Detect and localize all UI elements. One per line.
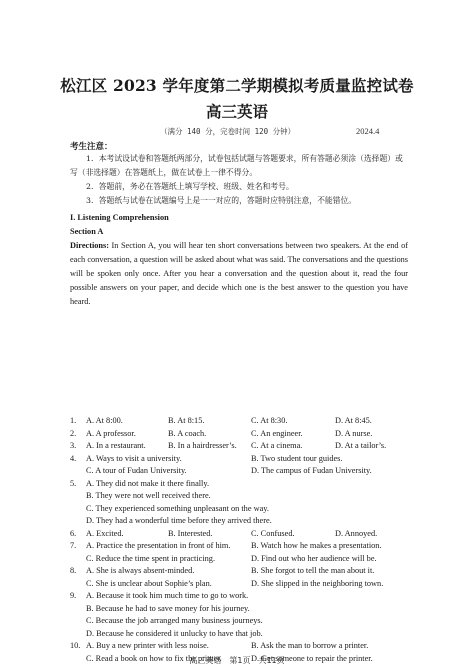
notice-heading: 考生注意： <box>70 142 113 152</box>
option-a: A. Practice the presentation in front of him. <box>86 541 231 550</box>
option-a: A. Excited. <box>86 528 124 538</box>
option-a: A. They did not make it there finally. <box>86 478 210 488</box>
option-b: B. They were not well received there. <box>86 491 211 500</box>
page-title: 松江区 2023 学年度第二学期模拟考质量监控试卷 <box>60 76 414 95</box>
question-number: 10. <box>70 641 81 650</box>
option-b: B. In a hairdresser’s. <box>168 441 237 450</box>
page-footer: 高三英语 第1页 共11页 <box>189 656 285 665</box>
directions-text: In Section A, you will hear ten short conversations between two speakers. At the end of each conversation, a question will be asked about what was said. The conversations and the questions will be spoken only once. After you hear a conversation and the question about it, read the four possible answers on your paper, and decide which one is the best answer to the question you have heard. <box>70 241 408 307</box>
notice-item-3: 3．答题纸与试卷在试题编号上是一一对应的，答题时应特别注意，不能错位。 <box>86 196 357 205</box>
option-c: C. At 8:30. <box>251 416 288 425</box>
notice-item-1: 1．本考试设试卷和答题纸两部分，试卷包括试题与答题要求，所有答题必须涂（选择题）或写（非选择题）在答题纸上，做在试卷上一律不得分。 <box>70 154 403 177</box>
option-c: C. At a cinema. <box>251 441 303 450</box>
question-number: 2. <box>70 428 77 438</box>
option-d: D. At 8:45. <box>335 416 372 425</box>
option-b: B. Because he had to save money for his journey. <box>86 603 250 613</box>
option-b: B. Interested. <box>168 528 213 538</box>
option-b: B. She forgot to tell the man about it. <box>251 566 375 575</box>
option-a: A. At 8:00. <box>86 416 123 425</box>
option-a: A. Buy a new printer with less noise. <box>86 641 209 650</box>
question-number: 6. <box>70 528 77 538</box>
option-d: D. Get someone to repair the printer. <box>251 653 373 663</box>
page-subtitle: 高三英语 <box>205 102 268 121</box>
question-number: 8. <box>70 566 77 575</box>
question-number: 7. <box>70 541 77 550</box>
option-b: B. A coach. <box>168 428 207 438</box>
directions <box>70 239 408 309</box>
option-d: D. They had a wonderful time before they arrived there. <box>86 516 272 525</box>
section-heading: Section A <box>70 227 104 236</box>
option-c: C. They experienced something unpleasant on the way. <box>86 503 269 513</box>
option-d: D. At a tailor’s. <box>335 441 387 450</box>
option-c: C. Reduce the time spent in practicing. <box>86 553 216 563</box>
option-d: D. A nurse. <box>335 428 373 438</box>
option-a: A. Because it took him much time to go to work. <box>86 591 249 600</box>
question-number: 4. <box>70 453 77 463</box>
option-b: B. At 8:15. <box>168 416 205 425</box>
option-c: C. Confused. <box>251 528 295 538</box>
option-d: D. She slipped in the neighboring town. <box>251 578 384 588</box>
option-c: C. Read a book on how to fix the printer. <box>86 653 222 663</box>
option-d: D. Because he considered it unlucky to have that job. <box>86 628 263 638</box>
option-b: B. Watch how he makes a presentation. <box>251 541 382 550</box>
option-a: A. She is always absent-minded. <box>86 566 195 575</box>
option-c: C. Because the job arranged many business journeys. <box>86 616 263 625</box>
question-number: 9. <box>70 591 77 600</box>
option-c: C. An engineer. <box>251 428 303 438</box>
exam-date: 2024.4 <box>356 126 380 136</box>
option-a: A. In a restaurant. <box>86 441 146 450</box>
option-b: B. Ask the man to borrow a printer. <box>251 641 369 650</box>
question-number: 1. <box>70 416 77 425</box>
directions-label: Directions: <box>70 241 110 250</box>
option-d: D. Find out who her audience will be. <box>251 553 377 563</box>
part-heading: I. Listening Comprehension <box>70 213 169 222</box>
question-number: 3. <box>70 441 77 450</box>
notice-item-2: 2．答题前，务必在答题纸上填写学校、班级、姓名和考号。 <box>86 182 294 191</box>
time-info: （满分 140 分，完卷时间 120 分钟） <box>160 127 296 136</box>
option-a: A. Ways to visit a university. <box>86 453 182 463</box>
option-d: D. The campus of Fudan University. <box>251 466 372 475</box>
option-d: D. Annoyed. <box>335 528 378 538</box>
option-b: B. Two student tour guides. <box>251 453 343 463</box>
question-number: 5. <box>70 478 77 488</box>
option-a: A. A professor. <box>86 428 136 438</box>
option-c: C. A tour of Fudan University. <box>86 466 187 475</box>
option-c: C. She is unclear about Sophie’s plan. <box>86 578 212 588</box>
